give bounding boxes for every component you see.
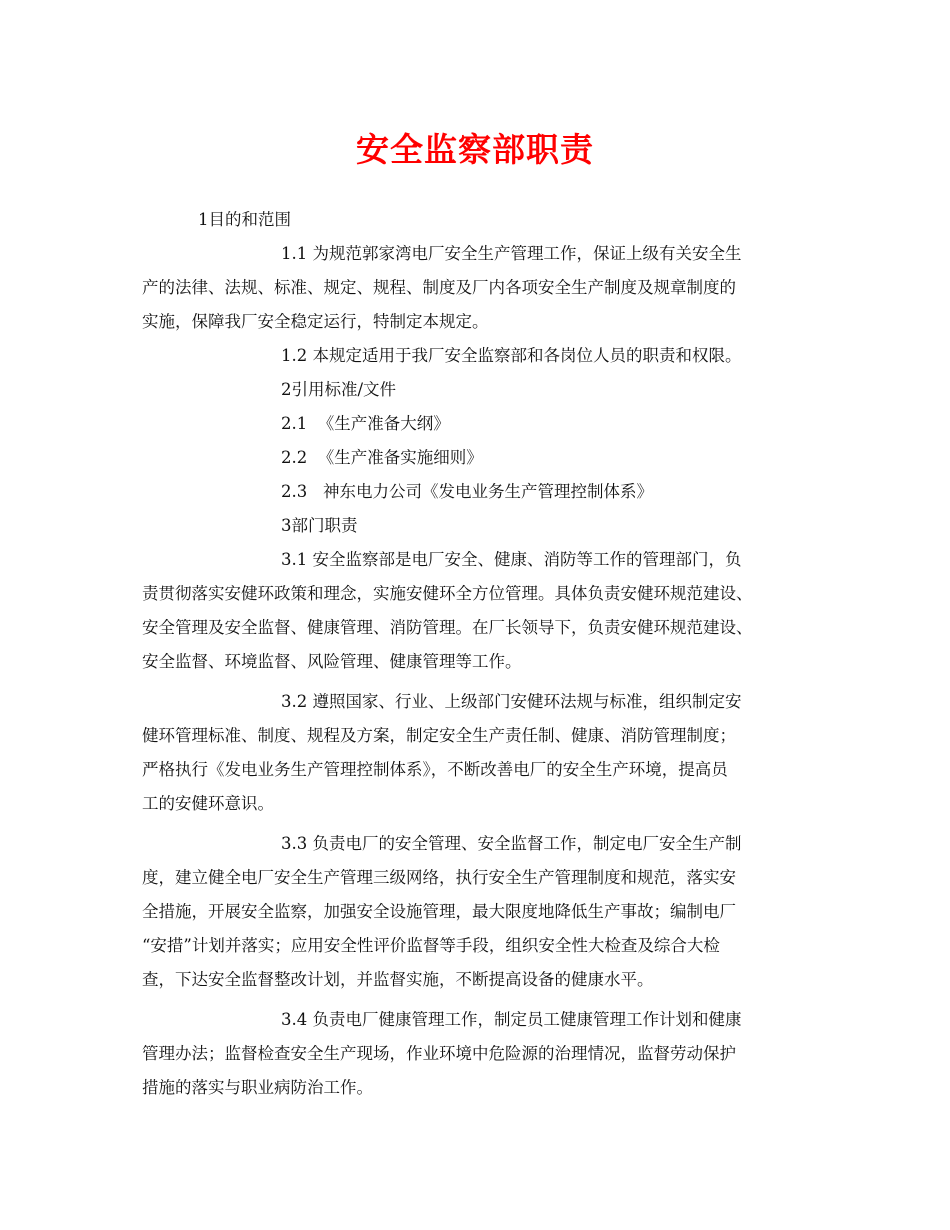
section-heading: 2引用标准/文件 (281, 380, 397, 399)
paragraph-line: 管理办法；监督检查安全生产现场，作业环境中危险源的治理情况，监督劳动保护 (142, 1044, 736, 1063)
paragraph-line: 全措施，开展安全监察，加强安全设施管理，最大限度地降低生产事故；编制电厂 (142, 902, 736, 921)
paragraph-line: 措施的落实与职业病防治工作。 (142, 1078, 373, 1097)
paragraph-line: 3.3 负责电厂的安全管理、安全监督工作，制定电厂安全生产制 (281, 834, 742, 853)
reference-item: 2.3 神东电力公司《发电业务生产管理控制体系》 (281, 482, 653, 501)
paragraph-line: 健环管理标准、制度、规程及方案，制定安全生产责任制、健康、消防管理制度； (142, 726, 736, 745)
paragraph-line: 实施，保障我厂安全稳定运行，特制定本规定。 (142, 312, 489, 331)
document-body (142, 203, 816, 1105)
paragraph-line: 3.4 负责电厂健康管理工作，制定员工健康管理工作计划和健康 (281, 1010, 742, 1029)
paragraph-line: “安措”计划并落实；应用安全性评价监督等手段，组织安全性大检查及综合大检 (142, 936, 720, 955)
paragraph-line: 安全管理及安全监督、健康管理、消防管理。在厂长领导下，负责安健环规范建设、 (142, 618, 753, 637)
paragraph-line: 严格执行《发电业务生产管理控制体系》，不断改善电厂的安全生产环境，提高员 (142, 760, 728, 779)
reference-item: 2.2 《生产准备实施细则》 (281, 448, 483, 467)
paragraph-line: 工的安健环意识。 (142, 794, 274, 813)
section-heading: 1目的和范围 (198, 210, 291, 229)
section-heading: 3部门职责 (281, 516, 358, 535)
paragraph-line: 责贯彻落实安健环政策和理念，实施安健环全方位管理。具体负责安健环规范建设、 (142, 584, 753, 603)
paragraph-line: 查，下达安全监督整改计划，并监督实施，不断提高设备的健康水平。 (142, 970, 654, 989)
paragraph-line: 1.1 为规范郭家湾电厂安全生产管理工作，保证上级有关安全生 (281, 244, 742, 263)
paragraph-line: 1.2 本规定适用于我厂安全监察部和各岗位人员的职责和权限。 (281, 346, 742, 365)
paragraph-line: 3.2 遵照国家、行业、上级部门安健环法规与标准，组织制定安 (281, 692, 742, 711)
paragraph-line: 3.1 安全监察部是电厂安全、健康、消防等工作的管理部门，负 (281, 550, 742, 569)
paragraph-line: 安全监督、环境监督、风险管理、健康管理等工作。 (142, 652, 522, 671)
reference-item: 2.1 《生产准备大纲》 (281, 414, 450, 433)
paragraph-line: 度，建立健全电厂安全生产管理三级网络，执行安全生产管理制度和规范，落实安 (142, 868, 736, 887)
document-title: 安全监察部职责 (356, 130, 594, 169)
paragraph-line: 产的法律、法规、标准、规定、规程、制度及厂内各项安全生产制度及规章制度的 (142, 278, 736, 297)
